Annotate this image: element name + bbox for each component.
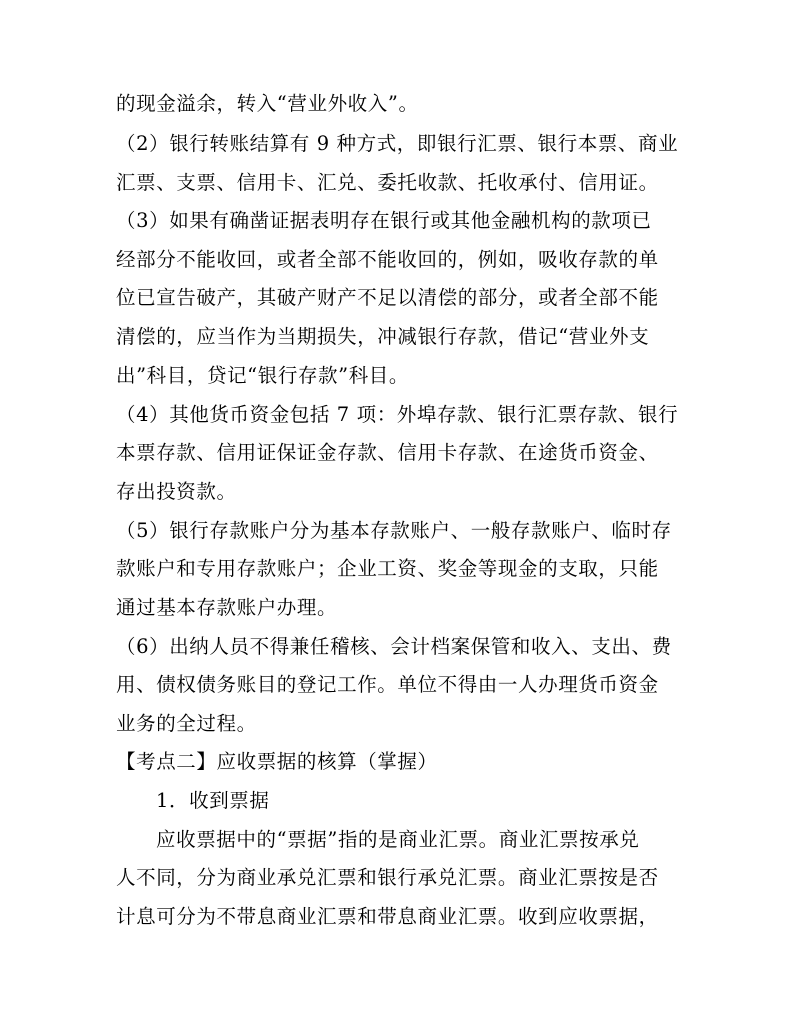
- text-line: 人不同，分为商业承兑汇票和银行承兑汇票。商业汇票按是否: [116, 866, 659, 889]
- text-line: 本票存款、信用证保证金存款、信用卡存款、在途货币资金、: [116, 441, 659, 464]
- text-line: 汇票、支票、信用卡、汇兑、委托收款、托收承付、信用证。: [116, 171, 659, 194]
- text-line: （2）银行转账结算有 9 种方式，即银行汇票、银行本票、商业: [116, 132, 679, 155]
- subsection-heading: 1．收到票据: [156, 789, 270, 812]
- text-line: 存出投资款。: [116, 480, 237, 503]
- text-line: 计息可分为不带息商业汇票和带息商业汇票。收到应收票据，: [116, 905, 659, 928]
- text-line: 款账户和专用存款账户；企业工资、奖金等现金的支取，只能: [116, 557, 659, 580]
- text-line: 用、债权债务账目的登记工作。单位不得由一人办理货币资金: [116, 673, 659, 696]
- text-line: （3）如果有确凿证据表明存在银行或其他金融机构的款项已: [116, 209, 652, 232]
- text-line: 出”科目，贷记“银行存款”科目。: [116, 364, 410, 387]
- text-line: 清偿的，应当作为当期损失，冲减银行存款，借记“营业外支: [116, 325, 650, 348]
- text-line: 的现金溢余，转入“营业外收入”。: [116, 92, 419, 115]
- text-line: （6）出纳人员不得兼任稽核、会计档案保管和收入、支出、费: [116, 635, 672, 658]
- text-line: 经部分不能收回，或者全部不能收回的，例如，吸收存款的单: [116, 248, 659, 271]
- text-line: 通过基本存款账户办理。: [116, 596, 338, 619]
- text-line: （4）其他货币资金包括 7 项：外埠存款、银行汇票存款、银行: [116, 403, 679, 426]
- text-line: 业务的全过程。: [116, 712, 257, 735]
- text-line: 应收票据中的“票据”指的是商业汇票。商业汇票按承兑: [156, 828, 640, 851]
- section-heading: 【考点二】应收票据的核算（掌握）: [116, 750, 438, 773]
- text-line: （5）银行存款账户分为基本存款账户、一般存款账户、临时存: [116, 519, 672, 542]
- text-line: 位已宣告破产，其破产财产不足以清偿的部分，或者全部不能: [116, 286, 659, 309]
